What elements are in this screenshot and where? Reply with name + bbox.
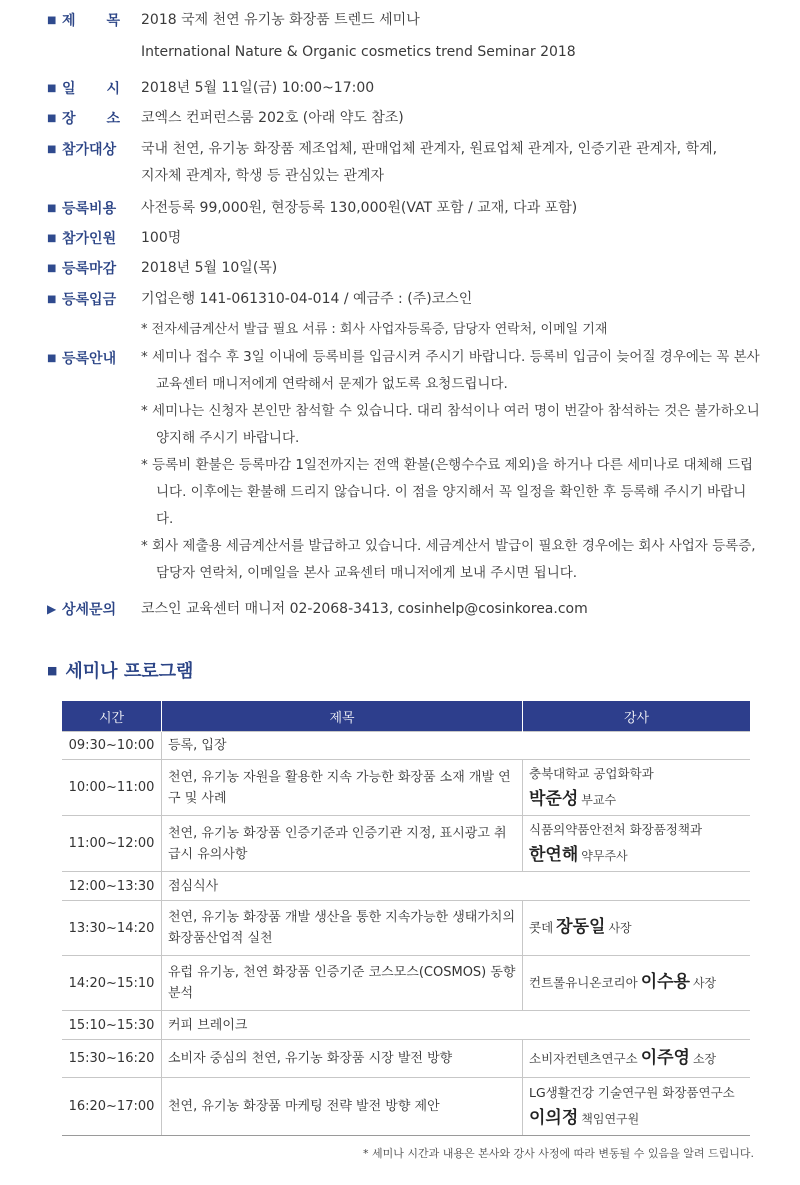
title-english: International Nature & Organic cosmetics trend Seminar 2018 [141, 44, 576, 60]
title-cell: 천연, 유기농 화장품 인증기준과 인증기관 지정, 표시광고 취급시 유의사항 [162, 816, 523, 872]
info-place-value: 코엑스 컨퍼런스룸 202호 (아래 약도 참조) [141, 110, 404, 126]
lecturer-org: LG생활건강 기술연구원 화장품연구소 [529, 1084, 735, 1100]
lecturer-role: 책임연구원 [581, 1111, 640, 1126]
table-row [62, 1011, 750, 1040]
info-contact-value: 코스인 교육센터 매니저 02-2068-3413, cosinhelp@cosinkorea.com [141, 601, 588, 617]
info-contact-label: 상세문의 [62, 602, 117, 618]
time-cell: 10:00~11:00 [62, 760, 162, 816]
info-guide-label: 등록안내 [62, 351, 117, 367]
guide-note: * 세미나는 신청자 본인만 참석할 수 있습니다. 대리 참석이나 여러 명이 번갈아 참석하는 것은 불가하오니 양지해 주시기 바랍니다. [141, 403, 760, 446]
time-cell: 13:30~14:20 [62, 901, 162, 956]
lecturer-cell [523, 1078, 751, 1136]
label-char: 장 [62, 111, 76, 127]
lecturer-cell [523, 1040, 751, 1078]
time-cell: 16:20~17:00 [62, 1078, 162, 1136]
label-char: 일 [62, 81, 76, 97]
header-title: 제목 [162, 701, 523, 732]
title-cell: 유럽 유기농, 천연 화장품 인증기준 코스모스(COSMOS) 동향 분석 [162, 956, 523, 1011]
label-char: 시 [106, 81, 120, 97]
guide-notes [141, 344, 761, 587]
lecturer-org: 식품의약품안전처 화장품정책과 [529, 821, 703, 837]
info-target-label: 참가대상 [62, 142, 117, 158]
lecturer-name: 이주영 [640, 1047, 690, 1068]
square-bullet-icon: ■ [47, 263, 57, 274]
title-cell: 천연, 유기농 자원을 활용한 지속 가능한 화장품 소재 개발 연구 및 사례 [162, 760, 523, 816]
table-header-row [62, 701, 750, 732]
lecturer-name: 이수용 [640, 972, 690, 992]
title-cell: 천연, 유기농 화장품 마케팅 전략 발전 방향 제안 [162, 1078, 523, 1136]
header-time: 시간 [62, 701, 162, 732]
triangle-bullet-icon: ▶ [47, 602, 57, 616]
table-row [62, 816, 750, 872]
payment-note: * 전자세금계산서 발급 필요 서류 : 회사 사업자등록증, 담당자 연락처, 이메일 기재 [141, 322, 608, 337]
info-capacity-label: 참가인원 [62, 231, 117, 247]
lecturer-cell [523, 901, 751, 956]
title-cell: 소비자 중심의 천연, 유기농 화장품 시장 발전 방향 [162, 1040, 523, 1078]
info-date-label [62, 78, 120, 98]
info-date-value: 2018년 5월 11일(금) 10:00~17:00 [141, 80, 375, 96]
time-cell: 15:10~15:30 [62, 1011, 162, 1040]
square-bullet-icon: ■ [47, 15, 57, 26]
square-bullet-icon: ■ [47, 113, 57, 124]
info-title-label [62, 10, 120, 30]
lecturer-role: 사장 [692, 976, 717, 990]
lecturer-name: 장동일 [556, 917, 606, 937]
target-line: 지자체 관계자, 학생 등 관심있는 관계자 [141, 168, 385, 184]
time-cell: 14:20~15:10 [62, 956, 162, 1011]
table-row [62, 901, 750, 956]
table-row [62, 872, 750, 901]
info-fee-label: 등록비용 [62, 201, 117, 217]
table-row [62, 732, 750, 760]
square-bullet-icon: ■ [47, 233, 57, 244]
title-cell: 천연, 유기농 화장품 개발 생산을 통한 지속가능한 생태가치의 화장품산업적 실천 [162, 901, 523, 956]
info-target-value [141, 136, 761, 190]
lecturer-role: 약무주사 [581, 848, 628, 863]
time-cell: 12:00~13:30 [62, 872, 162, 901]
lecturer-role: 부교수 [581, 792, 617, 807]
table-row [62, 1078, 750, 1136]
label-char: 소 [106, 111, 120, 127]
time-cell: 15:30~16:20 [62, 1040, 162, 1078]
time-cell: 09:30~10:00 [62, 732, 162, 760]
lecturer-cell [523, 816, 751, 872]
title-cell: 점심식사 [162, 872, 751, 901]
table-row [62, 956, 750, 1011]
lecturer-role: 소장 [692, 1051, 717, 1066]
square-bullet-icon: ■ [47, 664, 58, 677]
info-title-value [141, 10, 761, 62]
lecturer-name: 한연해 [529, 844, 579, 865]
info-deadline-label: 등록마감 [62, 261, 117, 277]
program-footnote: * 세미나 시간과 내용은 본사와 강사 사정에 따라 변동될 수 있음을 알려 드립니다. [363, 1147, 754, 1160]
program-heading [47, 657, 193, 683]
program-heading-text: 세미나 프로그램 [65, 661, 194, 682]
program-table-body [62, 732, 750, 1136]
label-char: 목 [106, 13, 120, 29]
title-cell: 등록, 입장 [162, 732, 751, 760]
square-bullet-icon: ■ [47, 203, 57, 214]
square-bullet-icon: ■ [47, 144, 57, 155]
square-bullet-icon: ■ [47, 294, 57, 305]
program-table [62, 701, 750, 1136]
lecturer-org: 컨트롤유니온코리아 [529, 975, 638, 990]
time-cell: 11:00~12:00 [62, 816, 162, 872]
label-char: 제 [62, 13, 76, 29]
info-payment-value: 기업은행 141-061310-04-014 / 예금주 : (주)코스인 [141, 291, 473, 307]
lecturer-name: 박준성 [529, 788, 579, 809]
target-line: 국내 천연, 유기농 화장품 제조업체, 판매업체 관계자, 원료업체 관계자, 인증기관 관계자, 학계, [141, 141, 718, 157]
lecturer-cell [523, 760, 751, 816]
lecturer-name: 이의정 [529, 1107, 579, 1128]
info-deadline-value: 2018년 5월 10일(목) [141, 260, 278, 276]
header-lecturer: 강사 [523, 701, 751, 732]
square-bullet-icon: ■ [47, 353, 57, 364]
lecturer-role: 사장 [608, 921, 632, 935]
table-row [62, 760, 750, 816]
title-cell: 커피 브레이크 [162, 1011, 751, 1040]
guide-note: * 회사 제출용 세금계산서를 발급하고 있습니다. 세금계산서 발급이 필요한 경우에는 회사 사업자 등록증, 담당자 연락처, 이메일을 본사 교육센터 매니저에게 보내 주시면 됩니다. [141, 538, 756, 581]
info-payment-label: 등록입금 [62, 292, 117, 308]
lecturer-org: 콧데 [529, 920, 554, 935]
lecturer-org: 소비자컨텐츠연구소 [529, 1050, 638, 1066]
title-korean: 2018 국제 천연 유기농 화장품 트렌드 세미나 [141, 12, 420, 28]
info-place-label [62, 108, 120, 128]
lecturer-cell [523, 956, 751, 1011]
table-row [62, 1040, 750, 1078]
info-capacity-value: 100명 [141, 230, 182, 246]
info-fee-value: 사전등록 99,000원, 현장등록 130,000원(VAT 포함 / 교재, 다과 포함) [141, 200, 578, 216]
lecturer-org: 충북대학교 공업화학과 [529, 765, 654, 781]
square-bullet-icon: ■ [47, 83, 57, 94]
guide-note: * 세미나 접수 후 3일 이내에 등록비를 입금시켜 주시기 바랍니다. 등록비 입금이 늦어질 경우에는 꼭 본사 교육센터 매니저에게 연락해서 문제가 없도록 요청드립니다. [141, 349, 760, 392]
guide-note: * 등록비 환불은 등록마감 1일전까지는 전액 환불(은행수수료 제외)을 하거나 다른 세미나로 대체해 드립니다. 이후에는 환불해 드리지 않습니다. 이 점을 양지해서 꼭 일정을 확인한 후 등록해 주시기 바랍니다. [141, 457, 754, 527]
